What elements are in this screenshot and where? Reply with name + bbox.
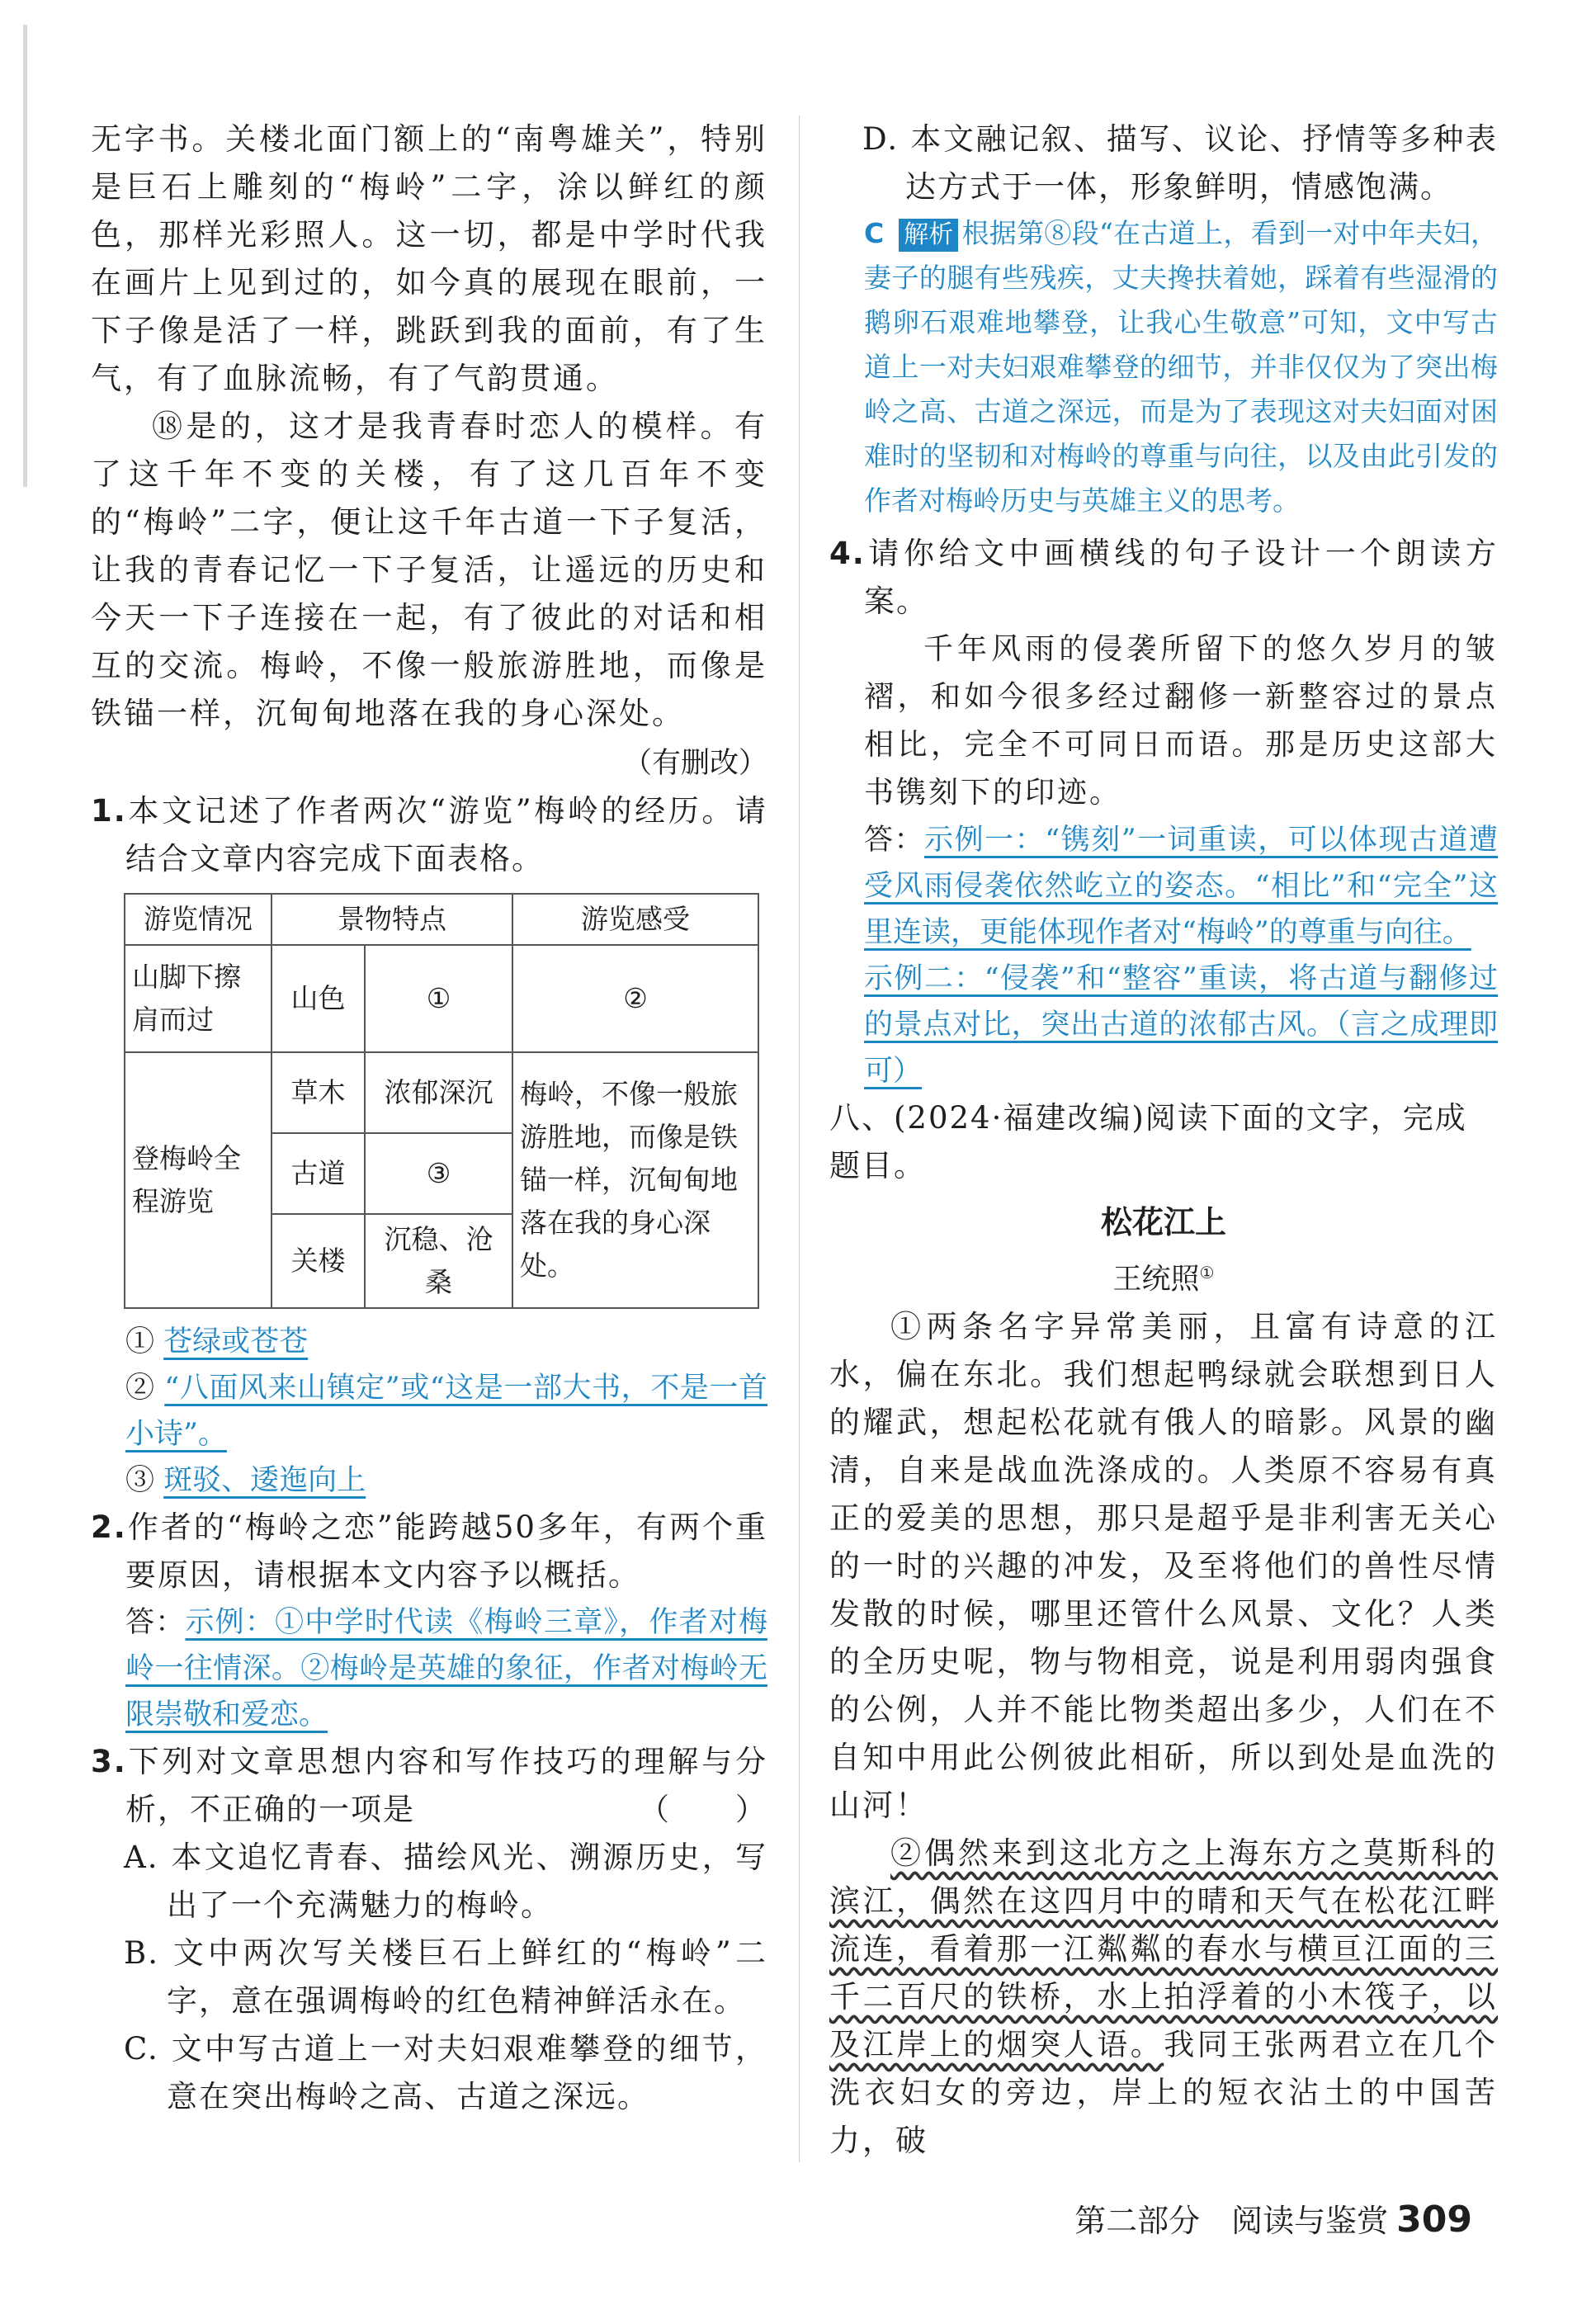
- question-3-answer: C: [864, 217, 885, 249]
- question-2-text: 作者的“梅岭之恋”能跨越50多年，有两个重要原因，请根据本文内容予以概括。: [125, 1509, 767, 1593]
- author-footnote-mark: ①: [1199, 1263, 1215, 1282]
- option-a: A. 本文追忆青春、描绘风光、溯源历史，写出了一个充满魅力的梅岭。: [124, 1840, 767, 1923]
- answer-1-1-text: 苍绿或苍苍: [163, 1325, 309, 1358]
- table-cell-r3-c3: ③: [365, 1133, 512, 1214]
- answer-4-example-1-text: 示例一：“镌刻”一词重读，可以体现古道遭受风雨侵袭依然屹立的姿态。“相比”和“完全”这里连读，更能体现作者对“梅岭”的尊重与向往。: [864, 824, 1498, 949]
- article-author: [829, 1249, 1498, 1303]
- article-paragraph-2-rest: 我同王张两君立在几个洗衣妇女的旁边，岸上的短衣沾土的中国苦力，破: [829, 2026, 1499, 2158]
- answer-2: [91, 1599, 767, 1738]
- question-1-number: 1.: [91, 793, 127, 829]
- paragraph-continued: 无字书。关楼北面门额上的“南粤雄关”，特别是巨石上雕刻的“梅岭”二字，涂以鲜红的颜色，那样光彩照人。这一切，都是中学时代我在画片上见到过的，如今真的展现在眼前，一下子像是活了一样，跳跃到我的面前，有了生气，有了血脉流畅，有了气韵贯通。: [91, 121, 767, 396]
- table-header-feelings: 游览感受: [512, 894, 758, 945]
- question-3-analysis: [829, 211, 1498, 523]
- analysis-tag: 解析: [899, 219, 958, 252]
- table-header-features: 景物特点: [272, 894, 512, 945]
- question-4-quote: 千年风雨的侵袭所留下的悠久岁月的皱褶，和如今很多经过翻修一新整容过的景点相比，完全不可同日而语。那是历史这部大书镌刻下的印迹。: [864, 632, 1498, 810]
- answer-4-label: 答：: [864, 824, 925, 857]
- tour-table: [124, 893, 759, 1309]
- answer-1-1-label: ①: [125, 1325, 155, 1358]
- table-cell-r2-c2: 草木: [272, 1052, 365, 1133]
- table-cell-r1-c4: ②: [512, 945, 758, 1052]
- question-1-text: 本文记述了作者两次“游览”梅岭的经历。请结合文章内容完成下面表格。: [125, 793, 767, 876]
- table-cell-r4-c2: 关楼: [272, 1214, 365, 1308]
- table-cell-r4-c3: 沉稳、沧桑: [365, 1214, 512, 1308]
- table-header-tour: 游览情况: [125, 894, 272, 945]
- source-note: （有删改）: [622, 747, 767, 780]
- table-cell-r2-c3: 浓郁深沉: [365, 1052, 512, 1133]
- section-8-heading: 八、(2024·福建改编)阅读下面的文字，完成题目。: [829, 1100, 1467, 1183]
- question-4-number: 4.: [829, 536, 866, 571]
- question-4: [829, 530, 1498, 626]
- answer-2-label: 答：: [125, 1606, 186, 1639]
- article-paragraph-2: [829, 1830, 1498, 2165]
- answer-1-3-label: ③: [125, 1464, 155, 1497]
- table-cell-r1-c1: 山脚下擦肩而过: [125, 945, 272, 1052]
- table-cell-r1-c3: ①: [365, 945, 512, 1052]
- footer-section-title: 第二部分 阅读与鉴赏: [1074, 2203, 1389, 2239]
- answer-1-3-text: 斑驳、逶迤向上: [163, 1464, 366, 1497]
- question-4-text: 请你给文中画横线的句子设计一个朗读方案。: [864, 536, 1498, 619]
- question-3-text: 下列对文章思想内容和写作技巧的理解与分析，不正确的一项是: [125, 1744, 767, 1827]
- article-paragraph-1: ①两条名字异常美丽，且富有诗意的江水，偏在东北。我们想起鸭绿就会联想到日人的耀武，想起松花就有俄人的暗影。风景的幽清，自来是战血洗涤成的。人类原不容易有真正的爱美的思想，那只是超乎是非利害无关心的一时的兴趣的冲发，及至将他们的兽性尽情发散的时候，哪里还管什么风景、文化？人类的全历史呢，物与物相竞，说是利用弱肉强食的公例，人并不能比物类超出多少，人们在不自知中用此公例彼此相斫，所以到处是血洗的山河！: [829, 1308, 1498, 1823]
- page-number: 309: [1396, 2199, 1472, 2241]
- page-edge-line: [23, 25, 27, 487]
- left-column: [91, 116, 767, 2121]
- answer-1-2: [91, 1365, 767, 1457]
- answer-1-1: [91, 1319, 767, 1365]
- question-3-number: 3.: [91, 1744, 127, 1779]
- answer-4-example-2-text: 示例二：“侵袭”和“整容”重读，将古道与翻修过的景点对比，突出古道的浓郁古风。（言之成理即可）: [864, 962, 1498, 1088]
- question-1: [91, 787, 767, 883]
- answer-1-3: [91, 1457, 767, 1504]
- question-3: [91, 1738, 767, 1834]
- question-2-number: 2.: [91, 1509, 127, 1545]
- article-author-name: 王统照: [1112, 1263, 1200, 1297]
- table-cell-r3-c2: 古道: [272, 1133, 365, 1214]
- answer-2-text: 示例：①中学时代读《梅岭三章》，作者对梅岭一往情深。②梅岭是英雄的象征，作者对梅岭无限崇敬和爱恋。: [125, 1606, 767, 1731]
- answer-1-2-text: “八面风来山镇定”或“这是一部大书，不是一首小诗”。: [125, 1372, 767, 1451]
- question-3-analysis-text: 根据第⑧段“在古道上，看到一对中年夫妇，妻子的腿有些残疾，丈夫搀扶着她，踩着有些湿滑的鹅卵石艰难地攀登，让我心生敬意”可知，文中写古道上一对夫妇艰难攀登的细节，并非仅仅为了突出梅岭之高、古道之深远，而是为了表现这对夫妇面对困难时的坚韧和对梅岭的尊重与向往，以及由此引发的作者对梅岭历史与英雄主义的思考。: [864, 217, 1498, 517]
- wavy-underlined-sentence: ②偶然来到这北方之上海东方之莫斯科的滨江，偶然在这四月中的晴和天气在松花江畔流连，看着那一江粼粼的春水与横亘江面的三千二百尺的铁桥，水上拍浮着的小木筏子，以及江岸上的烟突人语。: [829, 1835, 1498, 2062]
- column-divider: [799, 116, 800, 2162]
- page-footer: [1074, 2195, 1472, 2241]
- question-2: [91, 1504, 767, 1599]
- option-b: B. 文中两次写关楼巨石上鲜红的“梅岭”二字，意在强调梅岭的红色精神鲜活永在。: [124, 1935, 767, 2019]
- paragraph-18: ⑱是的，这才是我青春时恋人的模样。有了这千年不变的关楼，有了这几百年不变的“梅岭”二字，便让这千年古道一下子复活，让我的青春记忆一下子复活，让遥远的历史和今天一下子连接在一起，有了彼此的对话和相互的交流。梅岭，不像一般旅游胜地，而像是铁锚一样，沉甸甸地落在我的身心深处。: [91, 409, 767, 731]
- answer-bracket: （ ）: [639, 1792, 767, 1827]
- right-column: [829, 116, 1498, 2165]
- table-cell-r2-c4: 梅岭，不像一般旅游胜地，而像是铁锚一样，沉甸甸地落在我的身心深处。: [512, 1052, 758, 1308]
- answer-4-example-1: [829, 817, 1498, 956]
- article-title: 松花江上: [1100, 1204, 1226, 1240]
- table-cell-r2-c1: 登梅岭全程游览: [125, 1052, 272, 1308]
- option-c: C. 文中写古道上一对夫妇艰难攀登的细节，意在突出梅岭之高、古道之深远。: [124, 2031, 767, 2114]
- table-cell-r1-c2: 山色: [272, 945, 365, 1052]
- answer-4-example-2: [829, 956, 1498, 1094]
- option-d: D. 本文融记叙、描写、议论、抒情等多种表达方式于一体，形象鲜明，情感饱满。: [862, 121, 1498, 205]
- answer-1-2-label: ②: [125, 1372, 155, 1405]
